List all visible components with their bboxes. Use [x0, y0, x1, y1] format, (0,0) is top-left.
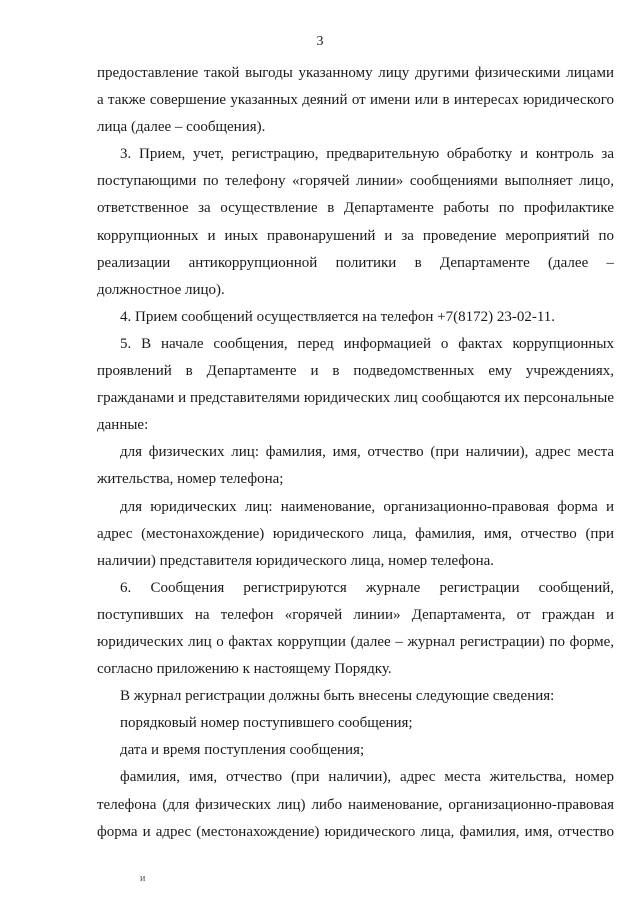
text-line: коррупционных и иных правонарушений и за проведение мероприятий по [97, 227, 614, 244]
paragraph-3-line: 3. Прием, учет, регистрацию, предварительную обработку и контроль за [120, 146, 614, 163]
text-line: фамилия, имя, отчество (при наличии), адрес места жительства, номер [120, 769, 614, 786]
text-line: ответственное за осуществление в Департаменте работы по профилактике [97, 200, 614, 217]
text-line: для юридических лиц: наименование, организационно-правовая форма и [120, 498, 614, 515]
text-line: для физических лиц: фамилия, имя, отчество (при наличии), адрес места [120, 444, 614, 461]
paragraph-6-line: 6. Сообщения регистрируются журнале регистрации сообщений, [120, 579, 614, 596]
text-line: данные: [97, 417, 149, 434]
paragraph-5-line: 5. В начале сообщения, перед информацией о фактах коррупционных [120, 335, 614, 352]
text-line: В журнал регистрации должны быть внесены следующие сведения: [120, 688, 555, 705]
document-body [97, 60, 614, 846]
text-line: поступивших на телефон «горячей линии» Департамента, от граждан и [97, 606, 614, 623]
text-line: а также совершение указанных деяний от имени или в интересах юридического [97, 92, 614, 109]
text-line: должностное лицо). [97, 281, 225, 298]
text-line: дата и время поступления сообщения; [120, 742, 365, 759]
paragraph-4-line: 4. Прием сообщений осуществляется на телефон +7(8172) 23-02-11. [120, 308, 556, 325]
text-line: лица (далее – сообщения). [97, 119, 266, 136]
text-line: проявлений в Департаменте и в подведомственных ему учреждениях, [97, 363, 614, 380]
text-line: жительства, номер телефона; [97, 471, 284, 488]
text-line: форма и адрес (местонахождение) юридического лица, фамилия, имя, отчество [97, 823, 614, 840]
text-line: адрес (местонахождение) юридического лица, фамилия, имя, отчество (при [97, 525, 614, 542]
text-line: предоставление такой выгоды указанному лицу другими физическими лицами [97, 65, 614, 81]
text-line: юридических лиц о фактах коррупции (далее – журнал регистрации) по форме, [97, 633, 614, 650]
text-line: поступающими по телефону «горячей линии» сообщениями выполняет лицо, [97, 173, 614, 190]
text-line: гражданами и представителями юридических лиц сообщаются их персональные [97, 390, 614, 407]
text-line: порядковый номер поступившего сообщения; [120, 715, 413, 732]
text-line: наличии) представителя юридического лица, номер телефона. [97, 552, 495, 569]
page-number: 3 [316, 34, 324, 49]
text-line: согласно приложению к настоящему Порядку. [97, 661, 392, 678]
scan-mark: и [140, 873, 146, 884]
text-line: телефона (для физических лиц) либо наименование, организационно-правовая [97, 796, 614, 813]
text-line: реализации антикоррупционной политики в Департаменте (далее – [97, 254, 614, 271]
